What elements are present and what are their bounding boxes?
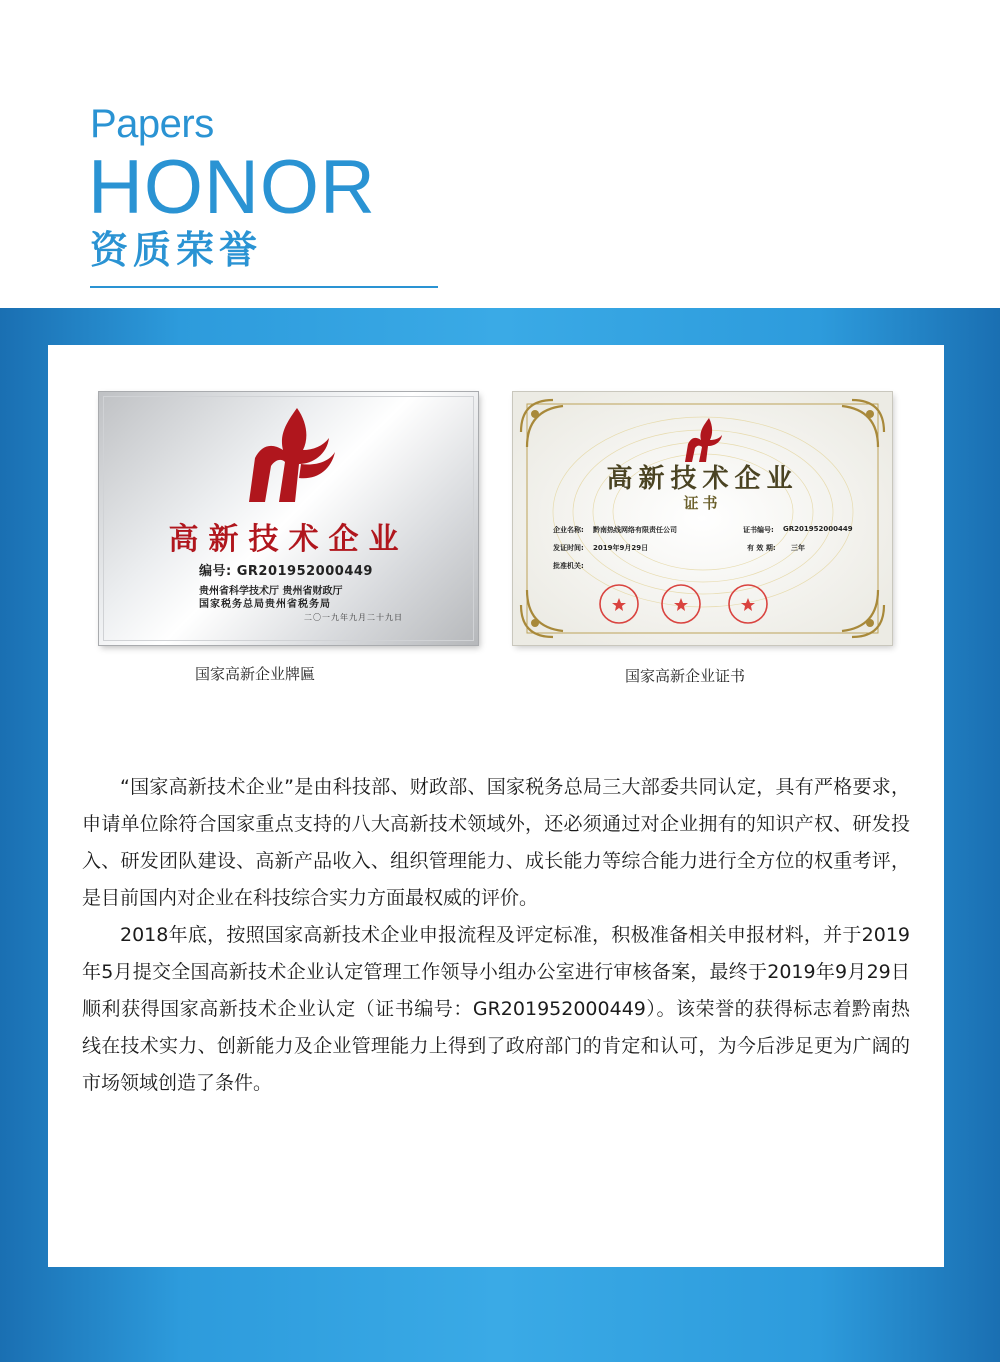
certificate-caption: 国家高新企业证书 [625, 667, 746, 685]
description-text [82, 769, 910, 1102]
heading-underline [90, 286, 438, 288]
cert-issue-label: 发证时间: [553, 544, 584, 552]
plaque-title: 高新技术企业 [168, 522, 409, 557]
content-card [48, 345, 944, 1267]
page-header [0, 0, 1000, 308]
plaque-issuers-line2: 国家税务总局贵州省税务局 [199, 599, 331, 610]
plaque-caption: 国家高新企业牌匾 [195, 665, 316, 683]
cert-company-label: 企业名称: [553, 526, 584, 534]
certificate-title: 高新技术企业 [606, 464, 799, 494]
certificate-subtitle: 证书 [683, 494, 722, 512]
paragraph-2: 2018年底，按照国家高新技术企业申报流程及评定标准，积极准备相关申报材料，并于2019年5月提交全国高新技术企业认定管理工作领导小组办公室进行审核备案，最终于2019年9月29日顺利获得国家高新技术企业认定（证书编号：GR201952000449）。该荣誉的获得标志着黔南热线在技术实力、创新能力及企业管理能力上得到了政府部门的肯定和认可，为今后涉足更为广阔的市场领域创造了条件。 [82, 924, 910, 1094]
cert-approver-label: 批准机关: [553, 562, 584, 570]
high-tech-plaque-image [99, 392, 478, 645]
plaque-date: 二〇一九年九月二十九日 [304, 613, 403, 622]
honor-chinese-heading: 资质荣誉 [90, 228, 263, 272]
paragraph-1: “国家高新技术企业”是由科技部、财政部、国家税务总局三大部委共同认定，具有严格要求，申请单位除符合国家重点支持的八大高新技术领域外，还必须通过对企业拥有的知识产权、研发投入、研发团队建设、高新产品收入、组织管理能力、成长能力等综合能力进行全方位的权重考评，是目前国内对企业在科技综合实力方面最权威的评价。 [82, 776, 910, 909]
cert-company-value: 黔南热线网络有限责任公司 [593, 526, 677, 534]
high-tech-certificate-image [513, 392, 892, 645]
plaque-issuers-line1: 贵州省科学技术厅 贵州省财政厅 [199, 586, 343, 597]
cert-number-value: GR201952000449 [783, 525, 853, 533]
papers-heading: Papers [90, 102, 214, 146]
plaque-number: 编号: GR201952000449 [199, 564, 373, 579]
cert-number-label: 证书编号: [743, 526, 774, 534]
cert-valid-value: 三年 [791, 544, 805, 552]
honor-heading: HONOR [88, 145, 376, 230]
cert-issue-value: 2019年9月29日 [593, 544, 649, 552]
cert-valid-label: 有 效 期: [747, 544, 776, 552]
high-tech-logo-icon [239, 404, 339, 508]
certificate-ornament-icon [513, 392, 892, 645]
